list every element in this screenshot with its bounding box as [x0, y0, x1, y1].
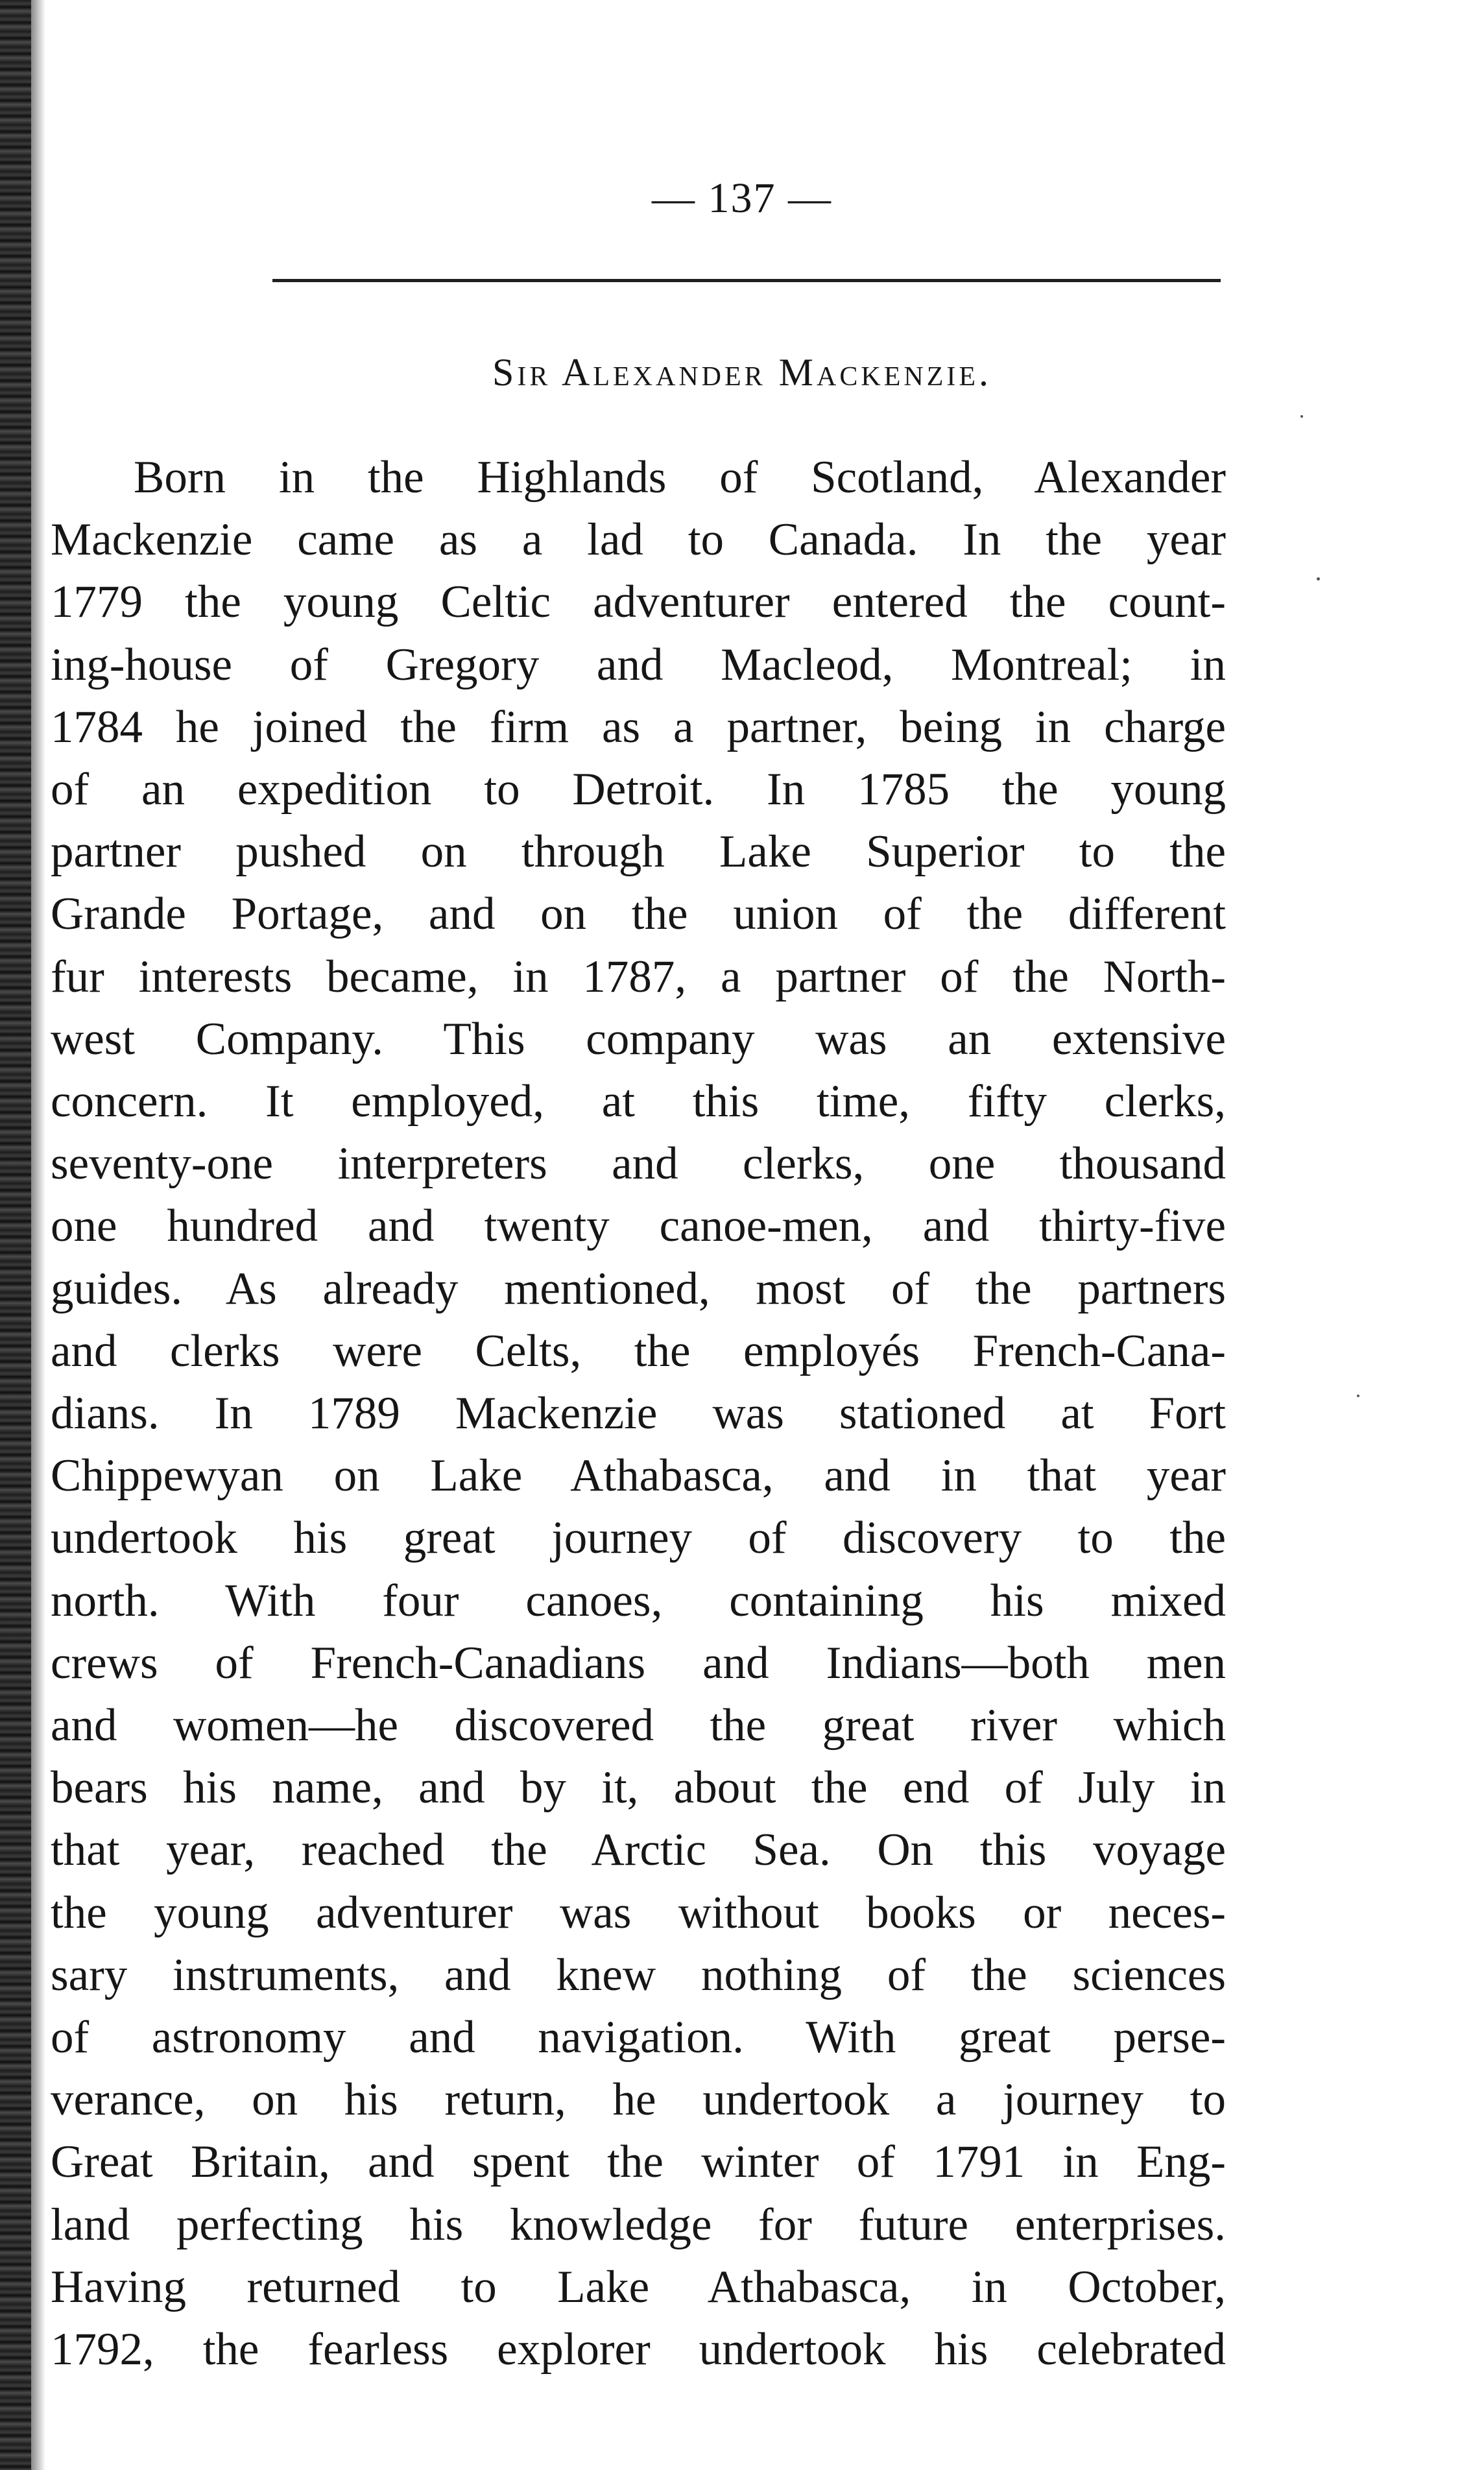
paper-speck — [1300, 415, 1303, 418]
text-line: dians. In 1789 Mackenzie was stationed at Fort — [51, 1388, 1226, 1439]
text-line: crews of French-Canadians and Indians—both men — [51, 1637, 1226, 1688]
text-line: west Company. This company was an extensive — [51, 1013, 1226, 1064]
text-line: of an expedition to Detroit. In 1785 the young — [51, 764, 1226, 815]
text-line: Having returned to Lake Athabasca, in October, — [51, 2261, 1226, 2312]
text-line: of astronomy and navigation. With great perse- — [51, 2012, 1226, 2063]
article-title: Sir Alexander Mackenzie. — [492, 351, 992, 394]
text-line: seventy-one interpreters and clerks, one thousand — [51, 1138, 1226, 1190]
text-line: and clerks were Celts, the employés French-Cana- — [51, 1325, 1226, 1376]
text-line: one hundred and twenty canoe-men, and thirty-five — [51, 1201, 1226, 1252]
text-line: 1784 he joined the firm as a partner, being in charge — [51, 701, 1226, 752]
text-line: undertook his great journey of discovery to the — [51, 1513, 1226, 1564]
text-line: sary instruments, and knew nothing of the sciences — [51, 1949, 1226, 2000]
text-line: concern. It employed, at this time, fifty clerks, — [51, 1076, 1226, 1127]
text-line: Grande Portage, and on the union of the different — [51, 889, 1226, 940]
paper-speck — [1317, 577, 1320, 581]
text-line: north. With four canoes, containing his mixed — [51, 1575, 1226, 1626]
text-line: the young adventurer was without books or neces- — [51, 1887, 1226, 1938]
text-line: ing-house of Gregory and Macleod, Montreal; in — [51, 639, 1226, 690]
text-line: Great Britain, and spent the winter of 1791 in Eng- — [51, 2137, 1226, 2188]
text-line: partner pushed on through Lake Superior to the — [51, 826, 1226, 878]
paper-speck — [1357, 1395, 1359, 1397]
text-line: Born in the Highlands of Scotland, Alexander — [134, 452, 1226, 503]
text-line: 1792, the fearless explorer undertook his celebrated — [51, 2324, 1226, 2375]
page-number: — 137 — — [652, 174, 832, 222]
body-paragraph — [51, 446, 1226, 2380]
header-rule — [272, 279, 1221, 282]
text-line: Chippewyan on Lake Athabasca, and in that year — [51, 1450, 1226, 1502]
text-line: fur interests became, in 1787, a partner of the North- — [51, 951, 1226, 1002]
text-line: verance, on his return, he undertook a journey to — [51, 2074, 1226, 2126]
text-line: that year, reached the Arctic Sea. On this voyage — [51, 1825, 1226, 1876]
text-line: and women—he discovered the great river which — [51, 1700, 1226, 1751]
text-line: bears his name, and by it, about the end of July in — [51, 1762, 1226, 1814]
text-line: 1779 the young Celtic adventurer entered the count- — [51, 577, 1226, 628]
text-line: land perfecting his knowledge for future enterprises. — [51, 2199, 1226, 2250]
text-line: guides. As already mentioned, most of the partners — [51, 1263, 1226, 1314]
text-line: Mackenzie came as a lad to Canada. In the year — [51, 514, 1226, 566]
